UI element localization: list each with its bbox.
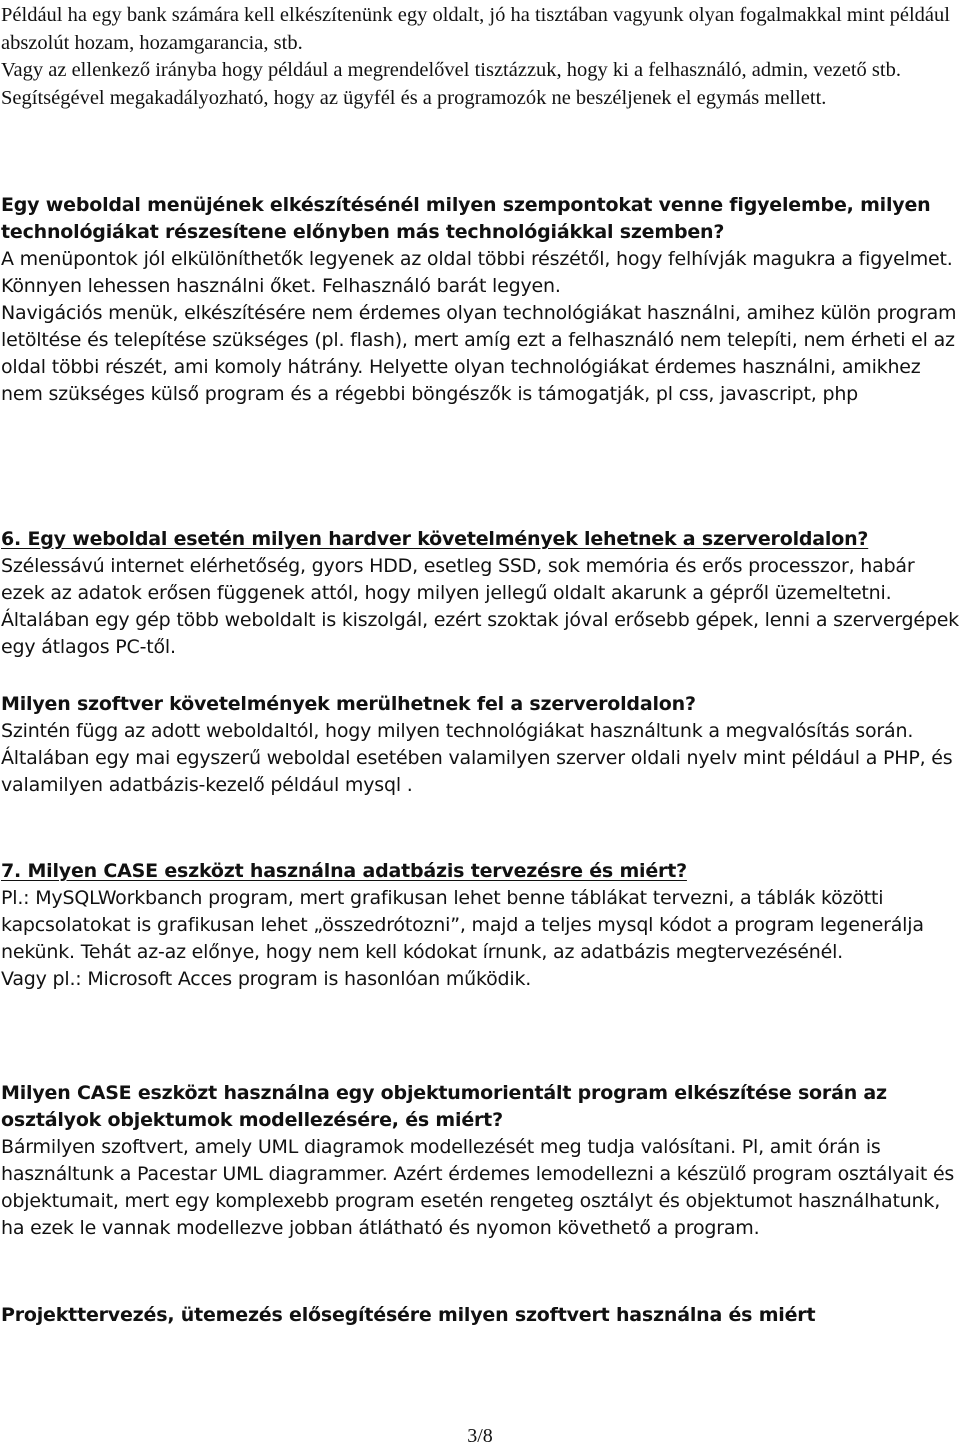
intro-paragraph-1: Például ha egy bank számára kell elkészítenünk egy oldalt, jó ha tisztában vagyunk olyan fogalmakkal mint például abszolút hozam, hozamgarancia, stb. bbox=[1, 4, 950, 54]
q7-answer-2: Vagy pl.: Microsoft Acces program is hasonlóan működik. bbox=[1, 968, 532, 990]
software-answer: Szintén függ az adott weboldaltól, hogy milyen technológiákat használtunk a megvalósítás során. Általában egy mai egyszerű weboldal esetében valamilyen szerver oldali nyelv mint például a PHP, és valamilyen adatbázis-kezelő például mysql . bbox=[1, 720, 953, 796]
menu-answer-2: Navigációs menük, elkészítésére nem érdemes olyan technológiákat használni, amihez külön program letöltése és telepítése szükséges (pl. flash), mert amíg ezt a felhasználó nem telepíti, nem érheti el az oldal többi részét, ami komoly hátrány. Helyette olyan technológiákat érdemes használni, amikhez nem szükséges külső program és a régebbi böngészők is támogatják, pl css, javascript, php bbox=[1, 302, 957, 405]
intro-section bbox=[1, 2, 959, 112]
intro-paragraph-3: Segítségével megakadályozható, hogy az ügyfél és a programozók ne beszéljenek el egymás mellett. bbox=[1, 86, 827, 109]
oop-answer: Bármilyen szoftvert, amely UML diagramok modellezését meg tudja valósítani. Pl, amit órán is használtunk a Pacestar UML diagrammer. Azért érdemes lemodellezni a készülő program osztályait és objektumait, mert egy komplexebb program esetén rengeteg osztályt és objektumot használhatunk, ha ezek le vannak modellezve jobban átlátható és nyomon követhető a program. bbox=[1, 1136, 955, 1239]
q6-question: 6. Egy weboldal esetén milyen hardver követelmények lehetnek a szerveroldalon? bbox=[1, 528, 869, 550]
oop-section bbox=[1, 1080, 959, 1242]
menu-question: Egy weboldal menüjének elkészítésénél milyen szempontokat venne figyelembe, milyen technológiákat részesítene előnyben más technológiákkal szemben? bbox=[1, 194, 931, 243]
q6-section bbox=[1, 526, 959, 661]
menu-section bbox=[1, 192, 959, 408]
intro-paragraph-2: Vagy az ellenkező irányba hogy például a megrendelővel tisztázzuk, hogy ki a felhasználó, admin, vezető stb. bbox=[1, 59, 901, 81]
software-section bbox=[1, 691, 959, 799]
project-question: Projekttervezés, ütemezés elősegítésére milyen szoftvert használna és miért bbox=[1, 1304, 816, 1326]
menu-answer-1: A menüpontok jól elkülöníthetők legyenek az oldal többi részétől, hogy felhívják magukra a figyelmet. Könnyen lehessen használni őket. Felhasználó barát legyen. bbox=[1, 248, 953, 297]
software-question: Milyen szoftver követelmények merülhetnek fel a szerveroldalon? bbox=[1, 693, 696, 715]
page-number: 3/8 bbox=[467, 1425, 493, 1447]
q6-answer: Szélessávú internet elérhetőség, gyors HDD, esetleg SSD, sok memória és erős processzor, habár ezek az adatok erősen függenek attól, hogy milyen jellegű oldalt akarunk a gépről üzemeltetni. Általában egy gép több weboldalt is kiszolgál, ezért szoktak jóval erősebb gépek, lenni a szervergépek egy átlagos PC-től. bbox=[1, 555, 959, 658]
q7-section bbox=[1, 858, 959, 993]
project-section bbox=[1, 1302, 959, 1329]
q7-answer-1: Pl.: MySQLWorkbanch program, mert grafikusan lehet benne táblákat tervezni, a táblák közötti kapcsolatokat is grafikusan lehet „összedrótozni”, majd a teljes mysql kódot a program legenerálja nekünk. Tehát az-az előnye, hogy nem kell kódokat írnunk, az adatbázis megtervezésénél. bbox=[1, 887, 924, 963]
q7-question: 7. Milyen CASE eszközt használna adatbázis tervezésre és miért? bbox=[1, 860, 687, 882]
oop-question: Milyen CASE eszközt használna egy objektumorientált program elkészítése során az osztályok objektumok modellezésére, és miért? bbox=[1, 1082, 887, 1131]
